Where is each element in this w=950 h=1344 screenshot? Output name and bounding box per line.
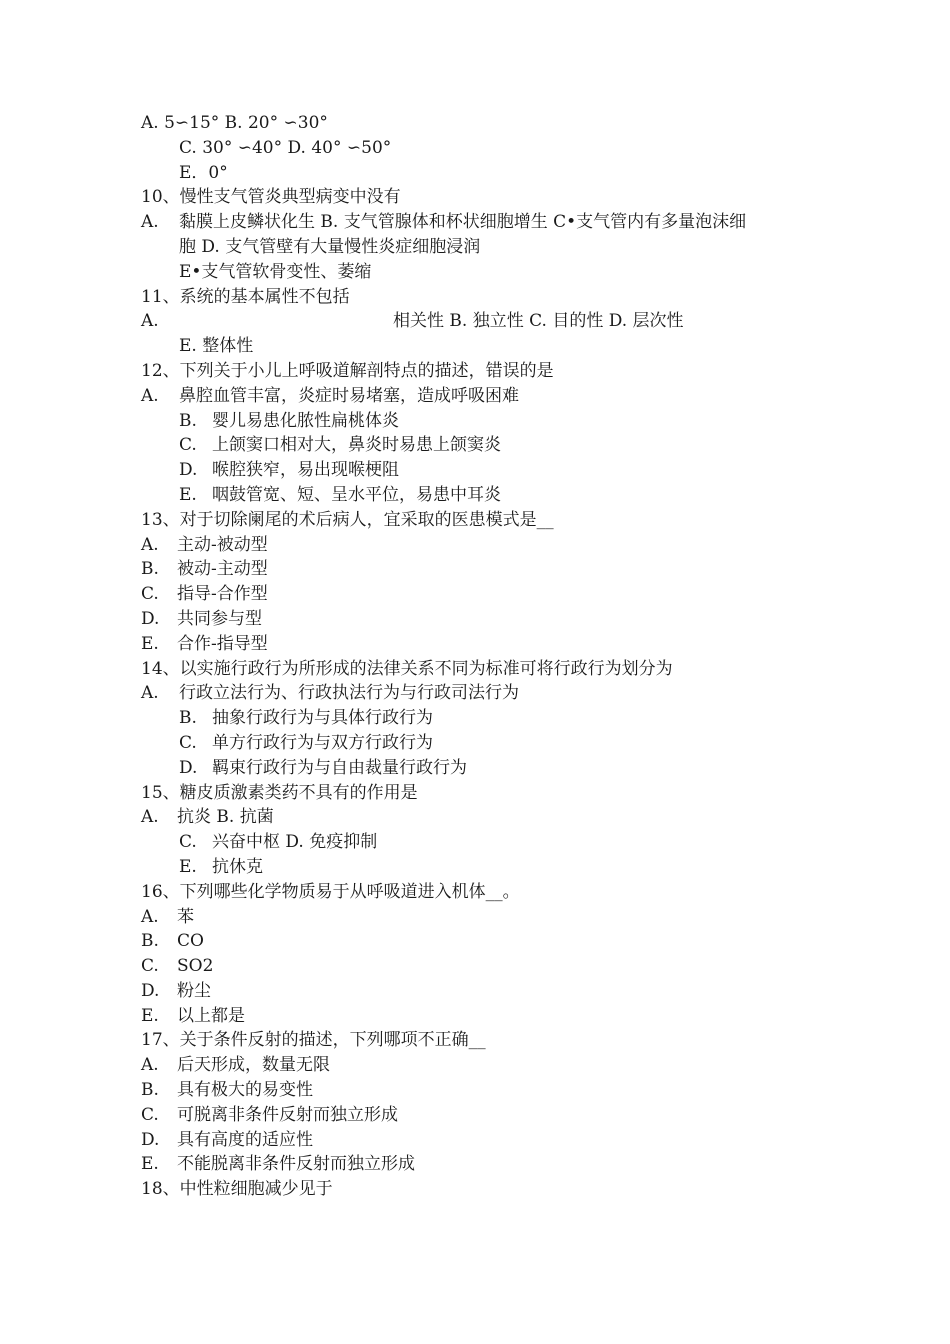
question-11: 11、系统的基本属性不包括 — [141, 286, 350, 307]
option-text: 具有极大的易变性 — [177, 1080, 313, 1101]
option-text: 具有高度的适应性 — [177, 1129, 313, 1150]
option-text: 咽鼓管宽、短、呈水平位，易患中耳炎 — [212, 484, 501, 505]
option-label: D. — [141, 980, 160, 1001]
option-line — [141, 458, 821, 483]
option-line: E. 整体性 — [179, 336, 254, 357]
option-line — [141, 309, 821, 334]
option-text: 后天形成，数量无限 — [177, 1055, 330, 1076]
option-label: E. — [179, 484, 197, 505]
option-text: 鼻腔血管丰富，炎症时易堵塞，造成呼吸困难 — [179, 385, 519, 406]
option-line — [141, 1152, 821, 1177]
option-label: A. — [141, 385, 159, 406]
option-text: 喉腔狭窄，易出现喉梗阻 — [212, 460, 399, 481]
option-line — [141, 830, 821, 855]
option-label: D. — [179, 757, 198, 778]
option-text: 以上都是 — [177, 1005, 245, 1026]
option-label: E. — [141, 1005, 159, 1026]
question-14: 14、以实施行政行为所形成的法律关系不同为标准可将行政行为划分为 — [141, 658, 673, 679]
option-label: A. — [141, 1055, 159, 1076]
option-line — [141, 905, 821, 930]
option-label: B. — [179, 708, 197, 729]
option-line: 胞 D. 支气管壁有大量慢性炎症细胞浸润 — [179, 236, 481, 257]
option-text: 行政立法行为、行政执法行为与行政司法行为 — [179, 683, 519, 704]
question-10: 10、慢性支气管炎典型病变中没有 — [141, 187, 401, 208]
option-label: C. — [141, 1104, 159, 1125]
option-line — [141, 384, 821, 409]
option-label: B. — [141, 559, 159, 580]
option-line — [141, 533, 821, 558]
option-text: 相关性 B. 独立性 C. 目的性 D. 层次性 — [393, 311, 684, 332]
option-line — [141, 557, 821, 582]
option-line — [141, 681, 821, 706]
question-16: 16、下列哪些化学物质易于从呼吸道进入机体__。 — [141, 881, 520, 902]
option-line — [141, 1103, 821, 1128]
option-text: 抽象行政行为与具体行政行为 — [212, 708, 433, 729]
option-line — [141, 582, 821, 607]
option-line — [141, 805, 821, 830]
option-line — [141, 632, 821, 657]
option-label: A. — [141, 534, 159, 555]
option-label: C. — [141, 956, 159, 977]
option-line — [141, 756, 821, 781]
option-label: A. — [141, 212, 159, 233]
option-text: SO2 — [177, 956, 214, 977]
option-label: A. — [141, 906, 159, 927]
option-text: 婴儿易患化脓性扁桃体炎 — [212, 410, 399, 431]
option-label: D. — [141, 1129, 160, 1150]
option-label: E. — [141, 1154, 159, 1175]
question-18: 18、中性粒细胞减少见于 — [141, 1179, 333, 1200]
option-label: A. — [141, 683, 159, 704]
option-line — [141, 1128, 821, 1153]
question-15: 15、糖皮质激素类药不具有的作用是 — [141, 782, 418, 803]
option-label: B. — [179, 410, 197, 431]
option-text: CO — [177, 931, 204, 952]
option-line — [141, 433, 821, 458]
option-line — [141, 979, 821, 1004]
option-label: C. — [179, 435, 197, 456]
option-text: 上颌窦口相对大，鼻炎时易患上颌窦炎 — [212, 435, 501, 456]
option-line — [141, 1053, 821, 1078]
option-text: 粉尘 — [177, 980, 211, 1001]
option-label: D. — [141, 608, 160, 629]
option-text: 苯 — [177, 906, 194, 927]
option-line: A. 5∽15° B. 20° ∽30° — [141, 113, 328, 133]
question-13: 13、对于切除阑尾的术后病人，宜采取的医患模式是__ — [141, 509, 554, 530]
option-line — [141, 929, 821, 954]
option-text: 羁束行政行为与自由裁量行政行为 — [212, 757, 467, 778]
option-line: C. 30° ∽40° D. 40° ∽50° — [179, 137, 392, 158]
question-list — [141, 111, 821, 1202]
option-label: B. — [141, 1080, 159, 1101]
option-line — [141, 706, 821, 731]
option-label: C. — [179, 732, 197, 753]
option-label: E. — [141, 633, 159, 654]
option-label: C. — [179, 832, 197, 853]
option-label: E. — [179, 856, 197, 877]
option-text: 主动-被动型 — [177, 534, 268, 555]
option-label: A. — [141, 807, 159, 828]
option-line — [141, 607, 821, 632]
option-label: C. — [141, 584, 159, 605]
option-line — [141, 483, 821, 508]
option-text: 被动-主动型 — [177, 559, 268, 580]
option-line — [141, 731, 821, 756]
option-text: 指导-合作型 — [177, 584, 268, 605]
question-12: 12、下列关于小儿上呼吸道解剖特点的描述，错误的是 — [141, 360, 554, 381]
option-text: 共同参与型 — [177, 608, 262, 629]
option-text: 单方行政行为与双方行政行为 — [212, 732, 433, 753]
option-text: 合作-指导型 — [177, 633, 268, 654]
option-line — [141, 1078, 821, 1103]
option-text: 兴奋中枢 D. 免疫抑制 — [212, 832, 378, 853]
option-label: B. — [141, 931, 159, 952]
option-text: 不能脱离非条件反射而独立形成 — [177, 1154, 415, 1175]
option-text: 抗休克 — [212, 856, 263, 877]
option-text: 黏膜上皮鳞状化生 B. 支气管腺体和杯状细胞增生 C•支气管内有多量泡沫细 — [179, 212, 747, 233]
option-line: E•支气管软骨变性、萎缩 — [179, 261, 372, 282]
option-text: 可脱离非条件反射而独立形成 — [177, 1104, 398, 1125]
option-text: 抗炎 B. 抗菌 — [177, 807, 274, 828]
option-label: D. — [179, 460, 198, 481]
option-line: E．0° — [179, 162, 228, 183]
option-line — [141, 855, 821, 880]
question-17: 17、关于条件反射的描述，下列哪项不正确__ — [141, 1030, 486, 1051]
option-label: A. — [141, 311, 159, 332]
option-line — [141, 1004, 821, 1029]
option-line — [141, 409, 821, 434]
option-line — [141, 954, 821, 979]
option-line — [141, 210, 821, 235]
